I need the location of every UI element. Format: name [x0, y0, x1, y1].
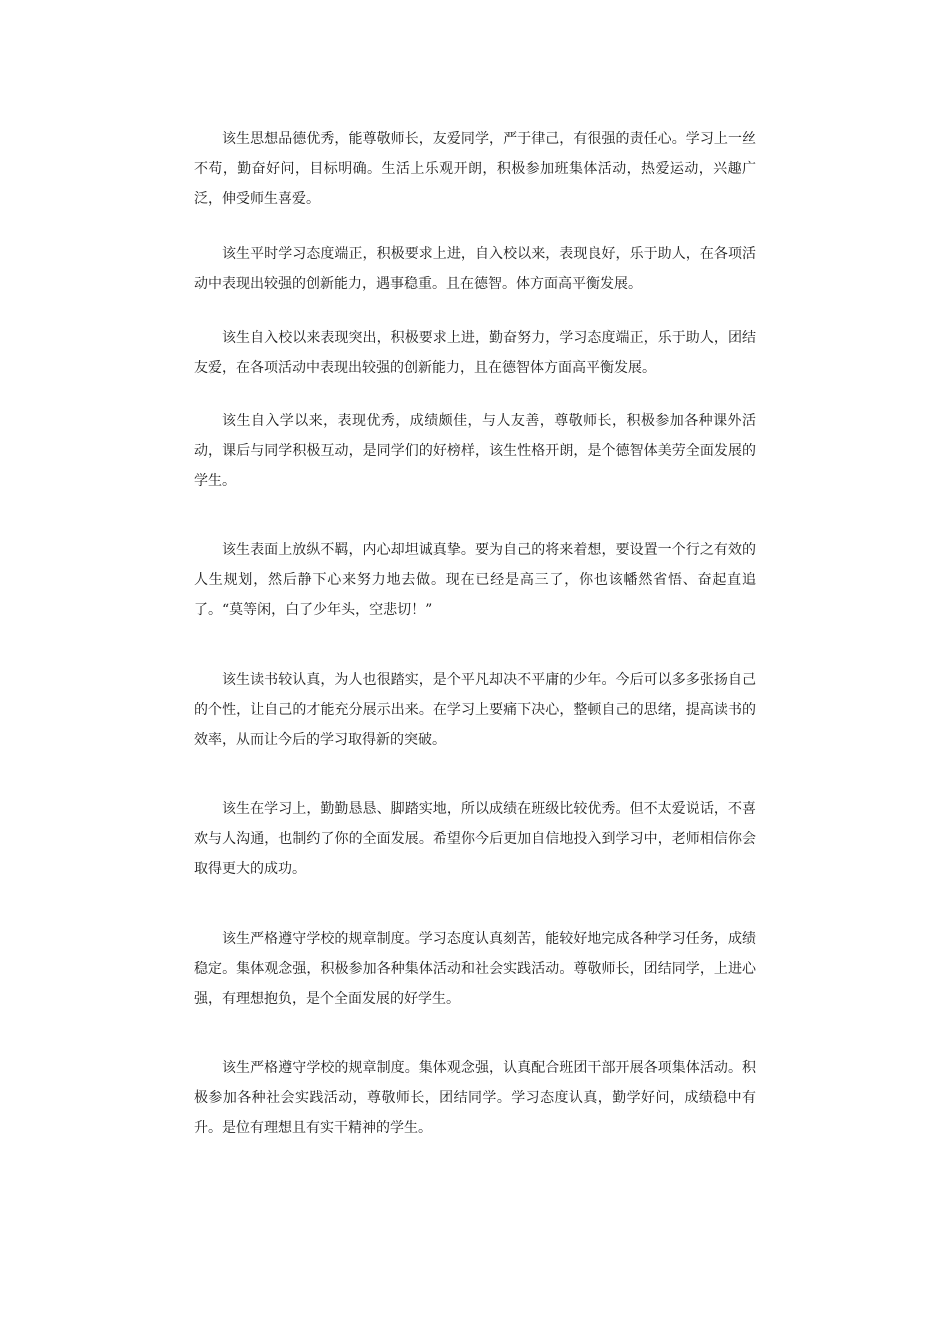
- evaluation-paragraph-7: 该生在学习上，勤勤恳恳、脚踏实地，所以成绩在班级比较优秀。但不太爱说话，不喜欢与人沟通，也制约了你的全面发展。希望你今后更加自信地投入到学习中，老师相信你会取得更大的成功。: [194, 801, 756, 877]
- evaluation-paragraph-9: 该生严格遵守学校的规章制度。集体观念强，认真配合班团干部开展各项集体活动。积极参加各种社会实践活动，尊敬师长，团结同学。学习态度认真，勤学好问，成绩稳中有升。是位有理想且有实干精神的学生。: [194, 1060, 756, 1136]
- evaluation-paragraph-3: 该生自入校以来表现突出，积极要求上进，勤奋努力，学习态度端正，乐于助人，团结友爱，在各项活动中表现出较强的创新能力，且在德智体方面高平衡发展。: [194, 330, 756, 376]
- evaluation-paragraph-6: 该生读书较认真，为人也很踏实，是个平凡却决不平庸的少年。今后可以多多张扬自己的个性，让自己的才能充分展示出来。在学习上要痛下决心，整顿自己的思绪，提高读书的效率，从而让今后的学习取得新的突破。: [194, 672, 756, 748]
- evaluation-paragraph-8: 该生严格遵守学校的规章制度。学习态度认真刻苦，能较好地完成各种学习任务，成绩稳定。集体观念强，积极参加各种集体活动和社会实践活动。尊敬师长，团结同学，上进心强，有理想抱负，是个全面发展的好学生。: [194, 931, 756, 1007]
- evaluation-paragraph-5: 该生表面上放纵不羁，内心却坦诚真挚。要为自己的将来着想，要设置一个行之有效的人生规划，然后静下心来努力地去做。现在已经是高三了，你也该幡然省悟、奋起直追了。“莫等闲，白了少年头，空悲切！”: [194, 542, 756, 618]
- evaluation-paragraph-4: 该生自入学以来，表现优秀，成绩颇佳，与人友善，尊敬师长，积极参加各种课外活动，课后与同学积极互动，是同学们的好榜样，该生性格开朗，是个德智体美劳全面发展的学生。: [194, 413, 756, 489]
- evaluation-paragraph-2: 该生平时学习态度端正，积极要求上进，自入校以来，表现良好，乐于助人，在各项活动中表现出较强的创新能力，遇事稳重。且在德智。体方面高平衡发展。: [194, 246, 756, 292]
- evaluation-paragraph-1: 该生思想品德优秀，能尊敬师长，友爱同学，严于律己，有很强的责任心。学习上一丝不苟，勤奋好问，目标明确。生活上乐观开朗，积极参加班集体活动，热爱运动，兴趣广泛，伸受师生喜爱。: [194, 131, 756, 207]
